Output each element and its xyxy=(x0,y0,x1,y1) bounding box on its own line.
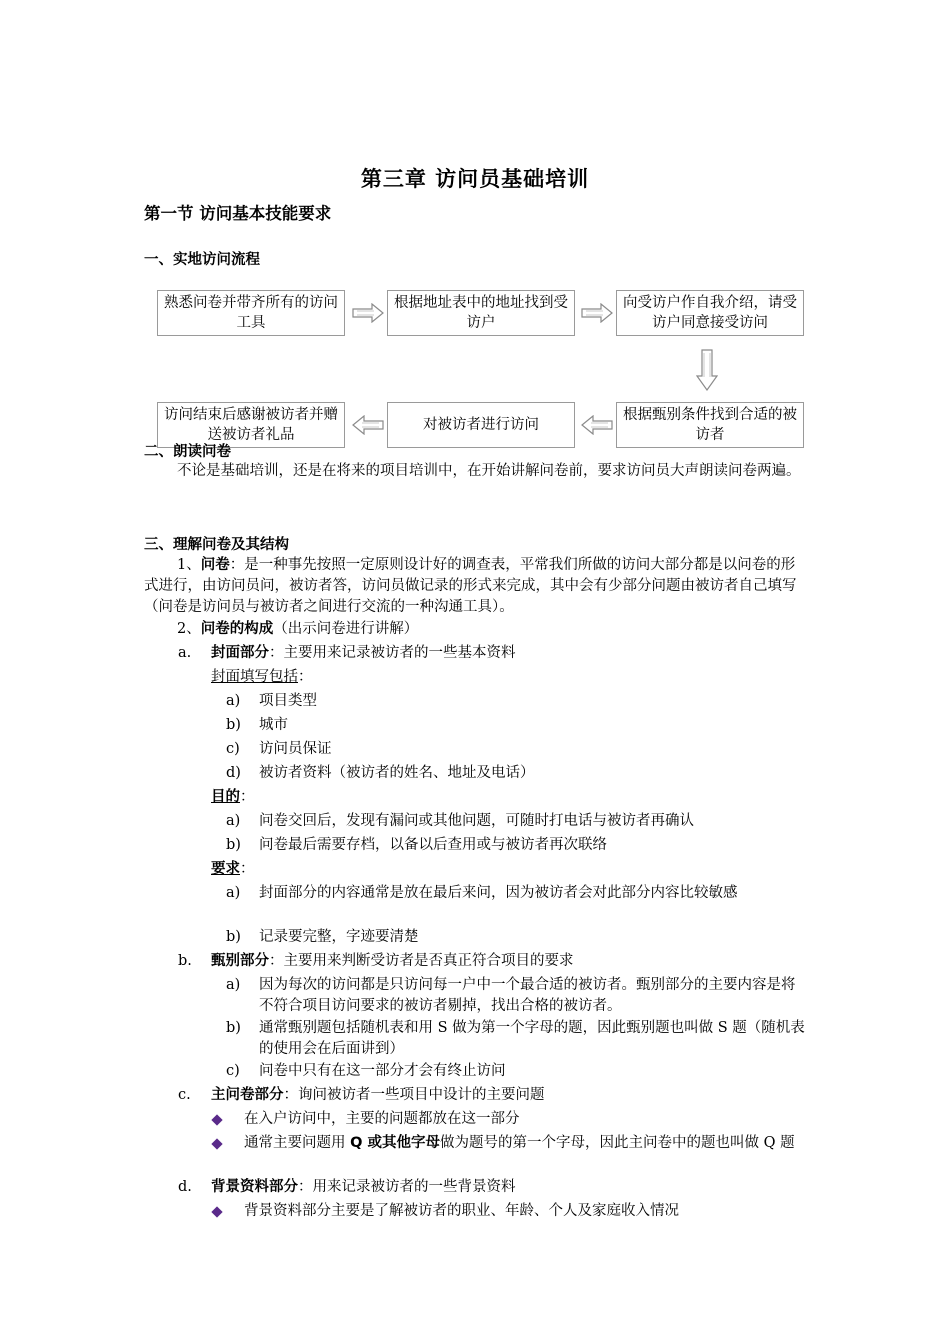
list-marker: b) xyxy=(226,1020,241,1036)
page-title: 第三章 访问员基础培训 xyxy=(360,167,590,191)
list-marker: a) xyxy=(226,813,241,829)
list-marker: a) xyxy=(226,885,241,901)
arrow-left-icon xyxy=(581,415,613,435)
list-item: 问卷最后需要存档，以备以后查用或与被访者再次联络 xyxy=(259,837,607,853)
arrow-down-icon xyxy=(696,349,718,391)
structure-heading: 三、理解问卷及其结构 xyxy=(144,537,289,553)
list-marker: d) xyxy=(226,765,241,781)
main-section-line: 主问卷部分：询问被访者一些项目中设计的主要问题 xyxy=(211,1087,545,1103)
bullet-item: 背景资料部分主要是了解被访者的职业、年龄、个人及家庭收入情况 xyxy=(244,1203,679,1219)
list-item: 因为每次的访问都是只访问每一户中一个最合适的被访者。甄别部分的主要内容是将不符合项目访问要求的被访者剔掉，找出合格的被访者。 xyxy=(259,977,796,1014)
item-letter: b. xyxy=(178,953,192,969)
list-marker: b) xyxy=(226,717,241,733)
diamond-bullet-icon xyxy=(211,1206,222,1217)
flow-box-thank: 访问结束后感谢被访者并赠送被访者礼品 xyxy=(157,402,345,448)
list-marker: b) xyxy=(226,837,241,853)
list-item: 访问员保证 xyxy=(259,741,332,757)
list-item: 通常甄别题包括随机表和用 S 做为第一个字母的题，因此甄别题也叫做 S 题（随机表的使用会在后面讲到） xyxy=(259,1020,805,1057)
background-section-line: 背景资料部分：用来记录被访者的一些背景资料 xyxy=(211,1179,516,1195)
list-marker: c) xyxy=(226,1063,240,1079)
list-item: 封面部分的内容通常是放在最后来问，因为被访者会对此部分内容比较敏感 xyxy=(259,885,738,901)
list-item: 项目类型 xyxy=(259,693,317,709)
flow-box-prepare: 熟悉问卷并带齐所有的访问工具 xyxy=(157,290,345,336)
arrow-right-icon xyxy=(352,303,384,323)
cover-section-line: 封面部分：主要用来记录被访者的一些基本资料 xyxy=(211,645,516,661)
screening-section-line: 甄别部分：主要用来判断受访者是否真正符合项目的要求 xyxy=(211,953,574,969)
list-marker: a) xyxy=(226,977,241,993)
requirement-label: 要求： xyxy=(211,861,255,877)
arrow-right-icon xyxy=(581,303,613,323)
questionnaire-definition: 1、问卷：是一种事先按照一定原则设计好的调查表，平常我们所做的访问大部分都是以问卷的形式进行，由访问员问，被访者答，访问员做记录的形式来完成，其中会有少部分问题由被访者自己填写（问卷是访问员与被访者之间进行交流的一种沟通工具）。 xyxy=(144,557,797,615)
list-marker: b) xyxy=(226,929,241,945)
purpose-label: 目的： xyxy=(211,789,255,805)
flow-box-introduce: 向受访户作自我介绍，请受访户同意接受访问 xyxy=(616,290,804,336)
item-letter: a. xyxy=(178,645,192,661)
list-item: 被访者资料（被访者的姓名、地址及电话） xyxy=(259,765,535,781)
flow-heading: 一、实地访问流程 xyxy=(144,252,260,268)
item-letter: c. xyxy=(178,1087,191,1103)
bullet-item: 在入户访问中，主要的问题都放在这一部分 xyxy=(244,1111,520,1127)
list-item: 问卷中只有在这一部分才会有终止访问 xyxy=(259,1063,506,1079)
item-letter: d. xyxy=(178,1179,192,1195)
list-marker: a) xyxy=(226,693,241,709)
section-heading: 第一节 访问基本技能要求 xyxy=(144,204,332,223)
cover-fill-label: 封面填写包括： xyxy=(211,669,313,685)
read-heading: 二、朗读问卷 xyxy=(144,444,231,460)
arrow-left-icon xyxy=(352,415,384,435)
questionnaire-composition: 2、问卷的构成（出示问卷进行讲解） xyxy=(177,621,419,637)
diamond-bullet-icon xyxy=(211,1114,222,1125)
list-item: 城市 xyxy=(259,717,288,733)
read-paragraph: 不论是基础培训，还是在将来的项目培训中，在开始讲解问卷前，要求访问员大声朗读问卷两遍。 xyxy=(177,463,801,479)
list-item: 问卷交回后，发现有漏问或其他问题，可随时打电话与被访者再确认 xyxy=(259,813,694,829)
list-item: 记录要完整，字迹要清楚 xyxy=(259,929,419,945)
flow-box-interview: 对被访者进行访问 xyxy=(387,402,575,448)
diamond-bullet-icon xyxy=(211,1138,222,1149)
flow-box-find-household: 根据地址表中的地址找到受访户 xyxy=(387,290,575,336)
flow-box-screen: 根据甄别条件找到合适的被访者 xyxy=(616,402,804,448)
list-marker: c) xyxy=(226,741,240,757)
bullet-item: 通常主要问题用 Q 或其他字母做为题号的第一个字母，因此主问卷中的题也叫做 Q 题 xyxy=(244,1135,795,1151)
